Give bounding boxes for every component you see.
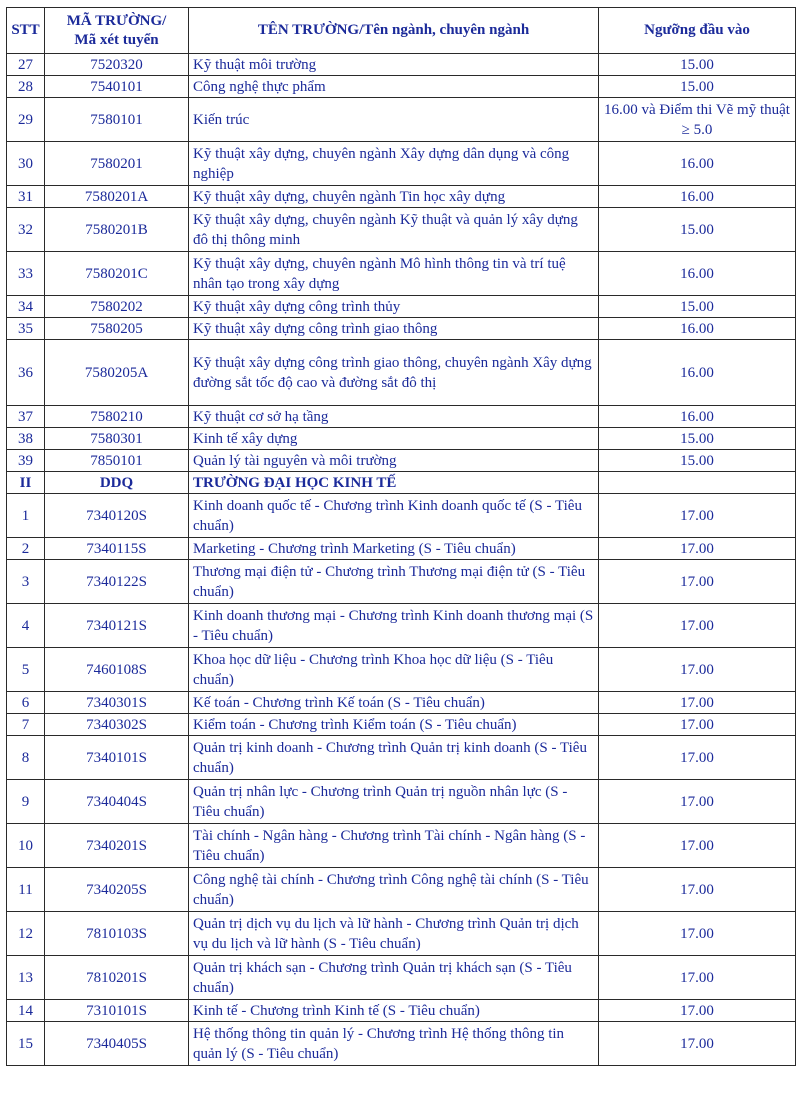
table-row [7, 868, 796, 912]
name-cell: Kiểm toán - Chương trình Kiểm toán (S - Tiêu chuẩn) [189, 714, 599, 736]
score-cell [599, 472, 796, 494]
code-cell: 7340205S [45, 868, 189, 912]
table-row [7, 604, 796, 648]
table-row [7, 780, 796, 824]
name-cell: Kỹ thuật môi trường [189, 54, 599, 76]
table-row [7, 208, 796, 252]
table-body [7, 54, 796, 1066]
score-cell: 17.00 [599, 714, 796, 736]
score-cell: 15.00 [599, 208, 796, 252]
stt-cell: 13 [7, 956, 45, 1000]
code-cell: 7580101 [45, 98, 189, 142]
code-cell: 7580205 [45, 318, 189, 340]
name-cell: Kinh doanh thương mại - Chương trình Kinh doanh thương mại (S - Tiêu chuẩn) [189, 604, 599, 648]
stt-cell: 2 [7, 538, 45, 560]
stt-cell: 30 [7, 142, 45, 186]
code-cell: 7340115S [45, 538, 189, 560]
table-row [7, 494, 796, 538]
table-row [7, 714, 796, 736]
stt-cell: 32 [7, 208, 45, 252]
score-cell: 15.00 [599, 76, 796, 98]
code-cell: 7580301 [45, 428, 189, 450]
stt-cell: 9 [7, 780, 45, 824]
stt-cell: 34 [7, 296, 45, 318]
table-row [7, 318, 796, 340]
table-row [7, 98, 796, 142]
code-cell: 7340122S [45, 560, 189, 604]
score-cell: 15.00 [599, 296, 796, 318]
header-threshold: Ngưỡng đầu vào [599, 8, 796, 54]
table-row [7, 538, 796, 560]
stt-cell: 4 [7, 604, 45, 648]
code-cell: 7580202 [45, 296, 189, 318]
score-cell: 17.00 [599, 824, 796, 868]
score-cell: 17.00 [599, 494, 796, 538]
table-row [7, 450, 796, 472]
code-cell: 7340302S [45, 714, 189, 736]
stt-cell: 28 [7, 76, 45, 98]
code-cell: 7310101S [45, 1000, 189, 1022]
stt-cell: 31 [7, 186, 45, 208]
code-cell: 7580201C [45, 252, 189, 296]
table-row [7, 252, 796, 296]
section-row [7, 472, 796, 494]
score-cell: 15.00 [599, 54, 796, 76]
code-cell: 7520320 [45, 54, 189, 76]
score-cell: 17.00 [599, 780, 796, 824]
header-code [45, 8, 189, 54]
code-cell: 7580201B [45, 208, 189, 252]
name-cell: Quản trị khách sạn - Chương trình Quản trị khách sạn (S - Tiêu chuẩn) [189, 956, 599, 1000]
name-cell: Kế toán - Chương trình Kế toán (S - Tiêu chuẩn) [189, 692, 599, 714]
code-cell: 7340404S [45, 780, 189, 824]
stt-cell: 8 [7, 736, 45, 780]
table-row [7, 956, 796, 1000]
score-cell: 16.00 và Điểm thi Vẽ mỹ thuật ≥ 5.0 [599, 98, 796, 142]
score-cell: 16.00 [599, 406, 796, 428]
name-cell: Kiến trúc [189, 98, 599, 142]
table-row [7, 54, 796, 76]
score-cell: 17.00 [599, 1022, 796, 1066]
name-cell: Kỹ thuật xây dựng công trình giao thông [189, 318, 599, 340]
stt-cell: 39 [7, 450, 45, 472]
name-cell: Kỹ thuật xây dựng, chuyên ngành Xây dựng dân dụng và công nghiệp [189, 142, 599, 186]
score-cell: 17.00 [599, 1000, 796, 1022]
code-cell: 7340101S [45, 736, 189, 780]
score-cell: 16.00 [599, 340, 796, 406]
table-row [7, 824, 796, 868]
table-row [7, 296, 796, 318]
name-cell: Kỹ thuật xây dựng công trình giao thông, chuyên ngành Xây dựng đường sắt tốc độ cao và đường sắt đô thị [189, 340, 599, 406]
score-cell: 17.00 [599, 538, 796, 560]
stt-cell: 10 [7, 824, 45, 868]
name-cell: Kinh tế xây dựng [189, 428, 599, 450]
admission-threshold-table [6, 7, 796, 1066]
table-row [7, 648, 796, 692]
code-cell: 7340121S [45, 604, 189, 648]
table-row [7, 340, 796, 406]
name-cell: Quản trị dịch vụ du lịch và lữ hành - Chương trình Quản trị dịch vụ du lịch và lữ hành (S - Tiêu chuẩn) [189, 912, 599, 956]
table-row [7, 76, 796, 98]
code-cell: 7580205A [45, 340, 189, 406]
header-name: TÊN TRƯỜNG/Tên ngành, chuyên ngành [189, 8, 599, 54]
stt-cell: 14 [7, 1000, 45, 1022]
stt-cell: 38 [7, 428, 45, 450]
table-row [7, 142, 796, 186]
table-row [7, 560, 796, 604]
name-cell: TRƯỜNG ĐẠI HỌC KINH TẾ [189, 472, 599, 494]
score-cell: 17.00 [599, 692, 796, 714]
stt-cell: 35 [7, 318, 45, 340]
stt-cell: 7 [7, 714, 45, 736]
stt-cell: 37 [7, 406, 45, 428]
score-cell: 16.00 [599, 318, 796, 340]
table-row [7, 406, 796, 428]
name-cell: Kỹ thuật xây dựng công trình thủy [189, 296, 599, 318]
name-cell: Quản trị nhân lực - Chương trình Quản trị nguồn nhân lực (S - Tiêu chuẩn) [189, 780, 599, 824]
code-cell: 7540101 [45, 76, 189, 98]
table-row [7, 1000, 796, 1022]
table-header-row [7, 8, 796, 54]
score-cell: 17.00 [599, 956, 796, 1000]
code-cell: 7580201A [45, 186, 189, 208]
code-cell: 7340120S [45, 494, 189, 538]
score-cell: 16.00 [599, 252, 796, 296]
table-row [7, 692, 796, 714]
score-cell: 17.00 [599, 560, 796, 604]
stt-cell: 33 [7, 252, 45, 296]
table-row [7, 186, 796, 208]
stt-cell: 36 [7, 340, 45, 406]
name-cell: Hệ thống thông tin quản lý - Chương trình Hệ thống thông tin quản lý (S - Tiêu chuẩn) [189, 1022, 599, 1066]
score-cell: 17.00 [599, 736, 796, 780]
score-cell: 17.00 [599, 648, 796, 692]
stt-cell: 15 [7, 1022, 45, 1066]
code-cell: 7810201S [45, 956, 189, 1000]
header-code-line1: MÃ TRƯỜNG/ [66, 12, 167, 29]
stt-cell: 6 [7, 692, 45, 714]
stt-cell: 12 [7, 912, 45, 956]
code-cell: 7340405S [45, 1022, 189, 1066]
code-cell: 7580210 [45, 406, 189, 428]
stt-cell: 29 [7, 98, 45, 142]
code-cell: DDQ [45, 472, 189, 494]
name-cell: Công nghệ tài chính - Chương trình Công nghệ tài chính (S - Tiêu chuẩn) [189, 868, 599, 912]
name-cell: Kỹ thuật xây dựng, chuyên ngành Mô hình thông tin và trí tuệ nhân tạo trong xây dựng [189, 252, 599, 296]
score-cell: 15.00 [599, 450, 796, 472]
name-cell: Tài chính - Ngân hàng - Chương trình Tài chính - Ngân hàng (S - Tiêu chuẩn) [189, 824, 599, 868]
stt-cell: II [7, 472, 45, 494]
table-row [7, 1022, 796, 1066]
score-cell: 15.00 [599, 428, 796, 450]
name-cell: Kỹ thuật xây dựng, chuyên ngành Tin học xây dựng [189, 186, 599, 208]
stt-cell: 5 [7, 648, 45, 692]
name-cell: Kỹ thuật cơ sở hạ tầng [189, 406, 599, 428]
code-cell: 7850101 [45, 450, 189, 472]
name-cell: Quản trị kinh doanh - Chương trình Quản trị kinh doanh (S - Tiêu chuẩn) [189, 736, 599, 780]
score-cell: 17.00 [599, 868, 796, 912]
table-row [7, 736, 796, 780]
stt-cell: 1 [7, 494, 45, 538]
table-row [7, 912, 796, 956]
stt-cell: 3 [7, 560, 45, 604]
score-cell: 16.00 [599, 142, 796, 186]
name-cell: Quản lý tài nguyên và môi trường [189, 450, 599, 472]
score-cell: 17.00 [599, 912, 796, 956]
name-cell: Thương mại điện tử - Chương trình Thương mại điện tử (S - Tiêu chuẩn) [189, 560, 599, 604]
stt-cell: 27 [7, 54, 45, 76]
header-stt: STT [7, 8, 45, 54]
code-cell: 7340201S [45, 824, 189, 868]
code-cell: 7580201 [45, 142, 189, 186]
name-cell: Công nghệ thực phẩm [189, 76, 599, 98]
name-cell: Kinh doanh quốc tế - Chương trình Kinh doanh quốc tế (S - Tiêu chuẩn) [189, 494, 599, 538]
name-cell: Khoa học dữ liệu - Chương trình Khoa học dữ liệu (S - Tiêu chuẩn) [189, 648, 599, 692]
name-cell: Kinh tế - Chương trình Kinh tế (S - Tiêu chuẩn) [189, 1000, 599, 1022]
code-cell: 7460108S [45, 648, 189, 692]
score-cell: 16.00 [599, 186, 796, 208]
name-cell: Marketing - Chương trình Marketing (S - Tiêu chuẩn) [189, 538, 599, 560]
code-cell: 7810103S [45, 912, 189, 956]
code-cell: 7340301S [45, 692, 189, 714]
header-code-line2: Mã xét tuyển [74, 31, 159, 48]
name-cell: Kỹ thuật xây dựng, chuyên ngành Kỹ thuật và quản lý xây dựng đô thị thông minh [189, 208, 599, 252]
score-cell: 17.00 [599, 604, 796, 648]
stt-cell: 11 [7, 868, 45, 912]
table-row [7, 428, 796, 450]
